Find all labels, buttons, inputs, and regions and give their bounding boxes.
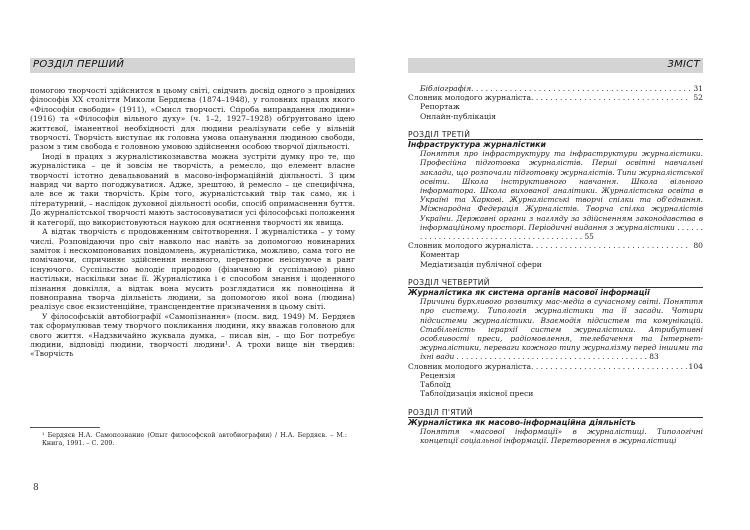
toc-entry xyxy=(408,112,703,121)
toc-entry xyxy=(408,371,703,380)
toc-entry xyxy=(408,260,703,269)
section-spacer xyxy=(408,399,703,408)
footnote-divider xyxy=(30,427,100,428)
right-page-running-head: ЗМІСТ xyxy=(667,59,700,70)
section-title: Інфраструктура журналістики xyxy=(408,140,546,150)
toc-page-number: 31 xyxy=(693,84,703,93)
toc-entry-title: Бібліографія xyxy=(420,84,472,93)
toc-page-number: 83 xyxy=(649,352,659,362)
paragraph: Іноді в працях з журналістикознавства можна зустріти думку про те, що журналістика – це й зовсім не творчість, а ремесло, що елемент власне творчості істотно девальвований в масово-інформаційній діяльності. З цим навряд чи варто погоджуватися. Адже, зрештою, й ремесло – це специфічна, але все ж таки творчість. Крім того, журналістський твір так само, як і літературний, – наслідок духовної діяльності особи, спосіб опримаснення буття. До журналістської творчості мають застосовуватися усі філософські положення й категорії, що використовуються наукою для осягнення творчості як явища. xyxy=(30,151,355,227)
section-description-text: Причини бурхливого розвитку мас-медіа в сучасному світі. Поняття про систему. Типологія журналістики та її засади. Чотири підсистеми журналістики. Взаємодія підсистем та комунікацій. Стабільність ієрархії систем журналістики. Атрибутивні особливості преси, радіомовлення, телебачення та Інтернет-журналістики, переваги кожного типу журналізму перед іншими та їхні вади xyxy=(420,297,703,362)
section-spacer xyxy=(408,269,703,278)
toc-entry xyxy=(408,380,703,389)
toc-entry-title: Коментар xyxy=(420,250,460,260)
section-description xyxy=(408,427,703,445)
section-title: Журналістика як масово-інформаційна діяльність xyxy=(408,417,636,427)
toc-entry xyxy=(408,362,703,371)
left-page-body xyxy=(30,86,355,359)
toc-entry xyxy=(408,84,703,93)
toc-entry-title: Медіатизація публічної сфери xyxy=(420,259,542,269)
toc-entry xyxy=(408,93,703,102)
toc-entry-title: Онлайн-публікація xyxy=(420,111,497,121)
right-page-header-band xyxy=(408,58,703,73)
toc-leader-dots xyxy=(531,241,691,250)
toc-entry xyxy=(408,241,703,250)
toc-page-number: 80 xyxy=(693,241,703,251)
section-heading: РОЗДІЛ ТРЕТІЙ xyxy=(408,129,471,139)
toc-entry-title: Репортаж xyxy=(420,102,460,112)
section-title: Журналістика як система органів масової інформації xyxy=(408,288,650,298)
toc-page-number: 55 xyxy=(584,232,594,242)
left-page-header-band xyxy=(30,58,355,73)
section-description xyxy=(408,149,703,241)
toc-leader-dots xyxy=(471,84,691,93)
toc-entry-title: Словник молодого журналіста xyxy=(408,361,531,371)
toc-page-number: 52 xyxy=(693,93,703,103)
toc-page-number: 104 xyxy=(688,361,703,371)
table-of-contents xyxy=(408,84,703,445)
section-description-text: Поняття про інфраструктуру та інфраструктури журналістики. Професійна підготовка журналістів. Перші освітні навчальні заклади, що розпочали підготовку журналістів. Типи журналістської освіти. Школа інструктивного навчання. Школа вільного інформатора. Школа вихованої аналітики. Журналістська освіта в Україні та Харкові. Журналістські творчі спілки та об'єднання. Міжнародна Федерація Журналістів. Творча спілка журналістів України. Державні органи з нагляду за здійсненням законодавства в інформаційному просторі. Періодичні видання з журналістики xyxy=(420,149,703,232)
toc-leader-dots: . . . . . . . . . . . . . . . . . . . . . . . . . . . . . . . . . . . . . . . . . xyxy=(454,352,650,362)
toc-entry xyxy=(408,389,703,398)
page-number: 8 xyxy=(33,483,39,493)
toc-leader-dots: . . . . . . . . . . . . . . . . . . . . . . . . . . . . . . . . . . . . . . . . . xyxy=(420,222,703,242)
toc-entry-title: Словник молодого журналіста xyxy=(408,93,531,103)
footnote: ¹ Бердяєв Н.А. Самопознание (Опыт философской автобиографии) / Н.А. Бердяєв. – М.: Книга, 1991. – С. 209. xyxy=(42,432,347,447)
paragraph: А відтак творчість є продовженням світотворення. І журналістика – у тому числі. Розповідаючи про світ навколо нас навіть за допомогою новинарних заміток і нескомпонованих повідомлень, журналістика, можливо, сама того не помічаючи, спричиняє здійснення неявного, перетворює неіснуюче в ранг існуючого. Суспільство володіє природою (фізичною й суспільною) рівно настільки, наскільки знає її. Журналістика і є способом знання і щоденного пізнання довкілля, а відтак вона мусить розглядатися як повноцінна й повноправна творча діяльність людини, за допомогою якої вона (людина) реалізує своє екзистенційне, трансцендентне призначення в цьому світі. xyxy=(30,227,355,312)
toc-entry-title: Таблоїд xyxy=(420,380,451,390)
paragraph: У філософській автобіографії «Самопізнання» (посм. вид. 1949) М. Бердяєв так сформулював тему творчого покликання людини, яку вважав головною для свого життя. «Надзвичайно жуквала думка, – писав він, – що Бог потребує людини, відповіді людини, творчості людини¹. А трохи вище він твердив: «Творчість xyxy=(30,311,355,359)
left-page-running-head: РОЗДІЛ ПЕРШИЙ xyxy=(33,59,125,70)
section-description xyxy=(408,297,703,361)
section-heading: РОЗДІЛ ЧЕТВЕРТИЙ xyxy=(408,277,490,287)
toc-entry-title: Словник молодого журналіста xyxy=(408,241,531,251)
toc-leader-dots xyxy=(531,362,687,371)
toc-entry xyxy=(408,102,703,111)
section-heading: РОЗДІЛ П'ЯТИЙ xyxy=(408,407,473,417)
toc-leader-dots xyxy=(531,93,691,102)
toc-entry-title: Рецензія xyxy=(420,370,456,380)
toc-entry-title: Таблоїдизація якісної преси xyxy=(420,389,534,399)
toc-entry xyxy=(408,250,703,259)
section-description-text: Поняття «масової інформації» в журналістиці. Типологічні концепції соціальної інформації. Перетворення в журналістиці xyxy=(420,426,703,446)
paragraph: помогою творчості здійснится в цьому світі, свідчить досвід одного з провідних філософів XX століття Миколи Бердяєва (1874–1948), у головних працях якого «Філософія свободи» (1911), «Смисл творчості. Спроба виправдання людини» (1916) та «Філософія вільного духу» (ч. 1–2, 1927–1928) обґрунтовано ідею життєвої, іманентної необхідності для людини реалізувати себе у вільній творчості. Творчість виступає як головна умова опанування людиною свободи, разом з тим свобода є головною умовою здійснення особою творчої діяльності. xyxy=(30,86,355,152)
section-spacer xyxy=(408,121,703,130)
